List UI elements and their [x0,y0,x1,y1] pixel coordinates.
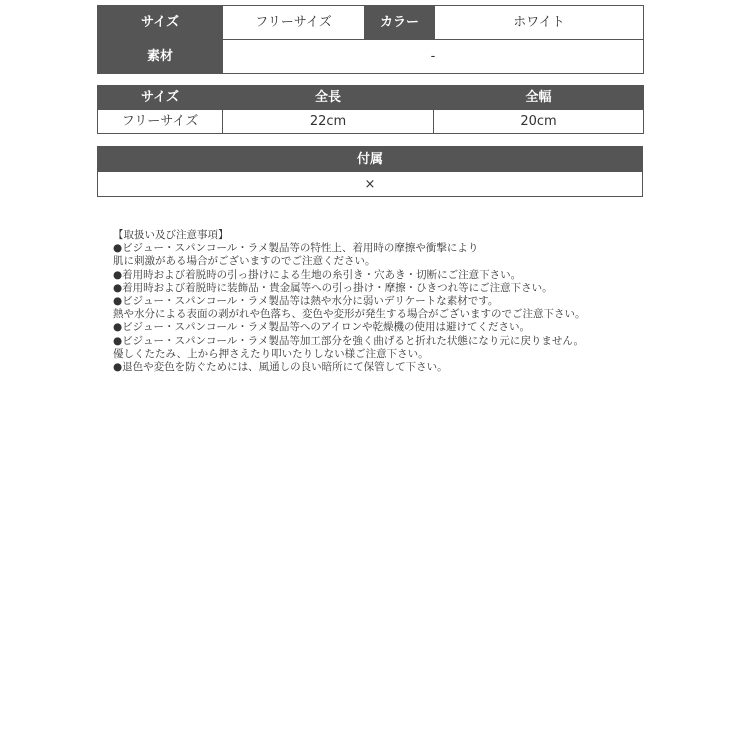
care-note-line: 優しくたたみ、上から押さえたり叩いたりしない様ご注意下さい。 [113,347,429,360]
care-note-line: ●ビジュー・スパンコール・ラメ製品等は熱や水分に弱いデリケートな素材です。 [113,295,499,308]
care-note-line: 熱や水分による表面の剥がれや色落ち、変色や変形が発生する場合がございますのでご注意下さい。 [113,308,586,321]
measure-value-size: フリーサイズ [98,110,223,134]
spec-table [97,5,644,74]
care-note-line: 肌に刺激がある場合がございますのでご注意ください。 [113,255,376,268]
care-note-line: ●ビジュー・スパンコール・ラメ製品等へのアイロンや乾燥機の使用は避けてください。 [113,321,530,334]
accessory-table [97,146,643,197]
color-value: ホワイト [435,6,644,40]
measure-header-width: 全幅 [434,86,644,110]
accessory-value-row [98,172,643,197]
measure-value-row [98,110,644,134]
care-notes-title: 【取扱い及び注意事項】 [113,229,229,241]
accessory-value: × [98,172,643,197]
accessory-header-row [98,147,643,172]
care-note-line: ●退色や変色を防ぐためには、風通しの良い暗所にて保管して下さい。 [113,361,448,374]
care-note-line: ●着用時および着脱時の引っ掛けによる生地の糸引き・穴あき・切断にご注意下さい。 [113,268,522,281]
measure-table [97,85,644,134]
color-header: カラー [365,6,435,40]
size-value: フリーサイズ [223,6,365,40]
care-note-line: ●ビジュー・スパンコール・ラメ製品等の特性上、着用時の摩擦や衝撃により [113,242,479,255]
care-note-line: ●ビジュー・スパンコール・ラメ製品等加工部分を強く曲げると折れた状態になり元に戻りません。 [113,334,585,347]
measure-value-width: 20cm [434,110,644,134]
care-note-line: ●着用時および着脱時に装飾品・貴金属等への引っ掛け・摩擦・ひきつれ等にご注意下さい。 [113,281,553,294]
spec-row-material [98,40,644,74]
material-value: - [223,40,644,74]
measure-header-length: 全長 [223,86,434,110]
measure-value-length: 22cm [223,110,434,134]
spec-row-size-color [98,6,644,40]
material-header: 素材 [98,40,223,74]
accessory-header: 付属 [98,147,643,172]
measure-header-size: サイズ [98,86,223,110]
measure-header-row [98,86,644,110]
care-notes [113,229,673,374]
size-header: サイズ [98,6,223,40]
